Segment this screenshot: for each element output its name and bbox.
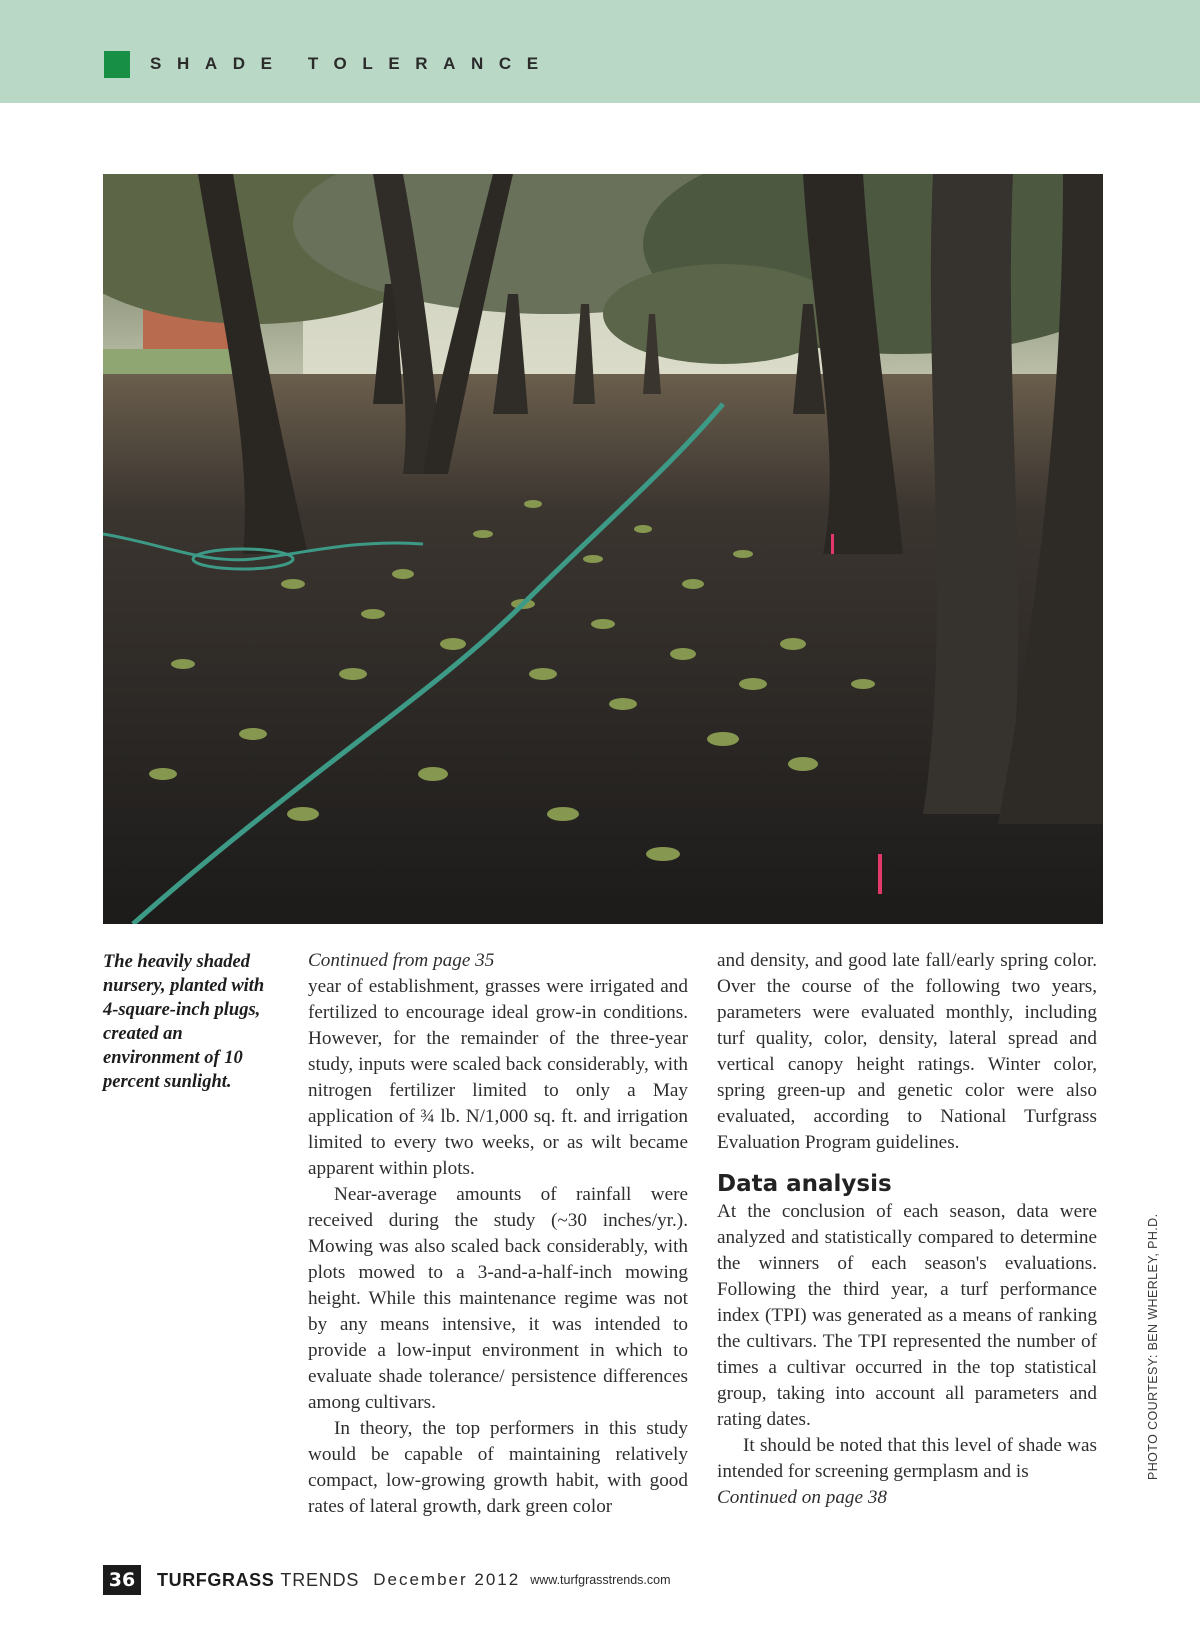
magazine-name-bold: TURFGRASS [157,1569,275,1590]
subhead-data-analysis: Data analysis [717,1171,892,1197]
paragraph-col2-1: and density, and good late fall/early spring color. Over the course of the following two years, parameters were evaluated monthly, including turf quality, color, density, lateral spread and vertical canopy height ratings. Winter color, spring green-up and genetic color were also evaluated, according to National Turfgrass Evaluation Program guidelines. [717,950,1097,1153]
continued-from-note: Continued from page 35 [308,950,495,971]
issue-date: December 2012 [373,1570,521,1589]
paragraph-col2-2: At the conclusion of each season, data were analyzed and statistically compared to determine the winners of each season's evaluations. Following the third year, a turf performance index (TPI) was generated as a means of ranking the cultivars. The TPI represented the number of times a cultivar occurred in the top statistical group, taking into account all parameters and rating dates. [717,1201,1097,1430]
article-column-1 [308,948,688,1520]
page-number: 36 [103,1565,141,1595]
paragraph-col1-3: In theory, the top performers in this study would be capable of maintaining relatively compact, low-growing growth habit, with good rates of lateral growth, dark green color [308,1418,688,1517]
header-band [0,0,1200,103]
continued-on-note: Continued on page 38 [717,1487,888,1508]
article-column-2 [717,948,1097,1511]
page-footer [103,1565,671,1595]
website-link[interactable]: www.turfgrasstrends.com [530,1573,671,1587]
paragraph-col1-2: Near-average amounts of rainfall were received during the study (~30 inches/yr.). Mowing was also scaled back considerably, with plots mowed to a 3-and-a-half-inch mowing height. While this maintenance regime was not by any means intensive, it was intended to provide a low-input environment in which to evaluate shade tolerance/ persistence differences among cultivars. [308,1184,688,1413]
nursery-photo [103,174,1103,924]
magazine-name-light: TRENDS [280,1569,360,1590]
section-marker-square [104,51,130,78]
photo-caption: The heavily shaded nursery, planted with 4-square-inch plugs, created an environment of 10 percent sunlight. [103,952,265,1092]
photo-credit-text: PHOTO COURTESY: BEN WHERLEY, PH.D. [1146,1213,1160,1480]
section-label: SHADE TOLERANCE [150,54,554,73]
paragraph-col2-3: It should be noted that this level of shade was intended for screening germplasm and is [717,1435,1097,1482]
paragraph-col1-1: year of establishment, grasses were irrigated and fertilized to encourage ideal grow-in conditions. However, for the remainder of the three-year study, inputs were scaled back considerably, with nitrogen fertilizer limited to only a May application of ¾ lb. N/1,000 sq. ft. and irrigation limited to every two weeks, or as wilt became apparent within plots. [308,976,688,1179]
